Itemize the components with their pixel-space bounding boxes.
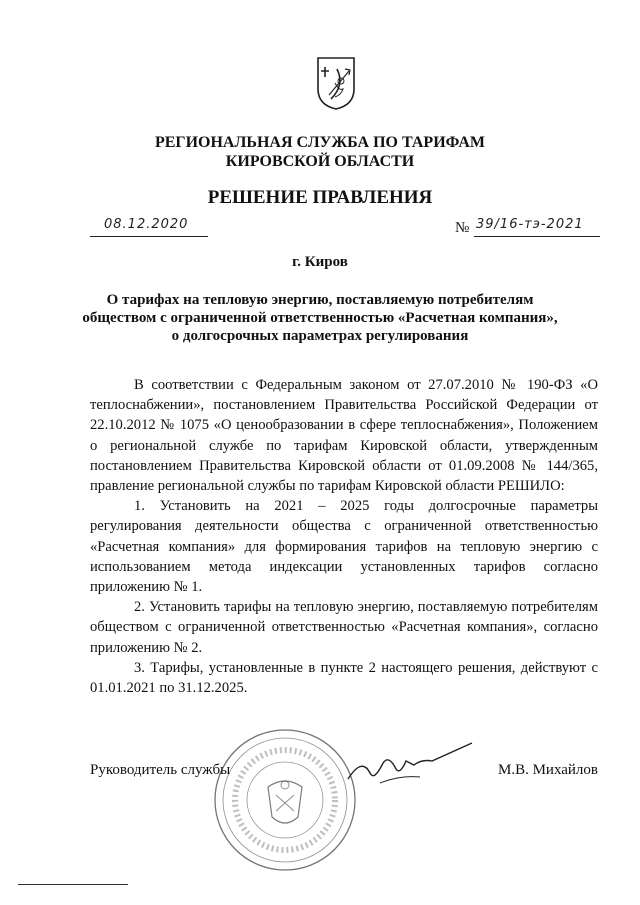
decision-number: 39/16-тэ-2021 — [476, 217, 584, 232]
organization-name-line2: КИРОВСКОЙ ОБЛАСТИ — [225, 153, 415, 170]
organization-name-line1: РЕГИОНАЛЬНАЯ СЛУЖБА ПО ТАРИФАМ — [154, 134, 486, 151]
decision-date: 08.12.2020 — [104, 217, 189, 232]
number-underline — [474, 236, 600, 237]
item-paragraph-1: 1. Установить на 2021 – 2025 годы долгосрочные параметры регулирования деятельности общества с ограниченной ответственностью «Расчетная компания» для формирования тарифов на тепловую энергию с использованием метода индексации установленных тарифов согласно приложению № 1. — [90, 498, 598, 596]
document-body — [90, 375, 598, 698]
date-underline — [90, 236, 208, 237]
document-type-title: РЕШЕНИЕ ПРАВЛЕНИЯ — [207, 187, 433, 208]
kirov-coat-of-arms-icon — [315, 55, 357, 111]
city-name: г. Киров — [292, 254, 348, 270]
signatory-role: Руководитель службы — [90, 762, 231, 778]
preamble-paragraph: В соответствии с Федеральным законом от 27.07.2010 № 190-ФЗ «О теплоснабжении», постановлением Правительства Российской Федерации от 22.10.2012 № 1075 «О ценообразовании в сфере теплоснабжения», Положением о региональной службе по тарифам Кировской области, утвержденным постановлением Правительства Кировской области от 01.09.2008 № 144/365, правление региональной службы по тарифам Кировской области РЕШИЛО: — [90, 377, 598, 495]
decision-subject: О тарифах на тепловую энергию, поставляемую потребителям обществом с ограниченной ответственностью «Расчетная компания», о долгосрочных параметрах регулирования — [82, 292, 558, 344]
item-paragraph-2: 2. Установить тарифы на тепловую энергию, поставляемую потребителям обществом с ограниченной ответственностью «Расчетная компания», согласно приложению № 2. — [90, 599, 598, 656]
footer-divider — [18, 884, 128, 885]
item-paragraph-3: 3. Тарифы, установленные в пункте 2 настоящего решения, действуют с 01.01.2021 по 31.12.2025. — [90, 659, 598, 697]
official-round-seal-icon — [210, 725, 360, 875]
number-sign: № — [455, 220, 470, 236]
handwritten-signature-icon — [340, 735, 480, 790]
signatory-name: М.В. Михайлов — [497, 762, 598, 778]
